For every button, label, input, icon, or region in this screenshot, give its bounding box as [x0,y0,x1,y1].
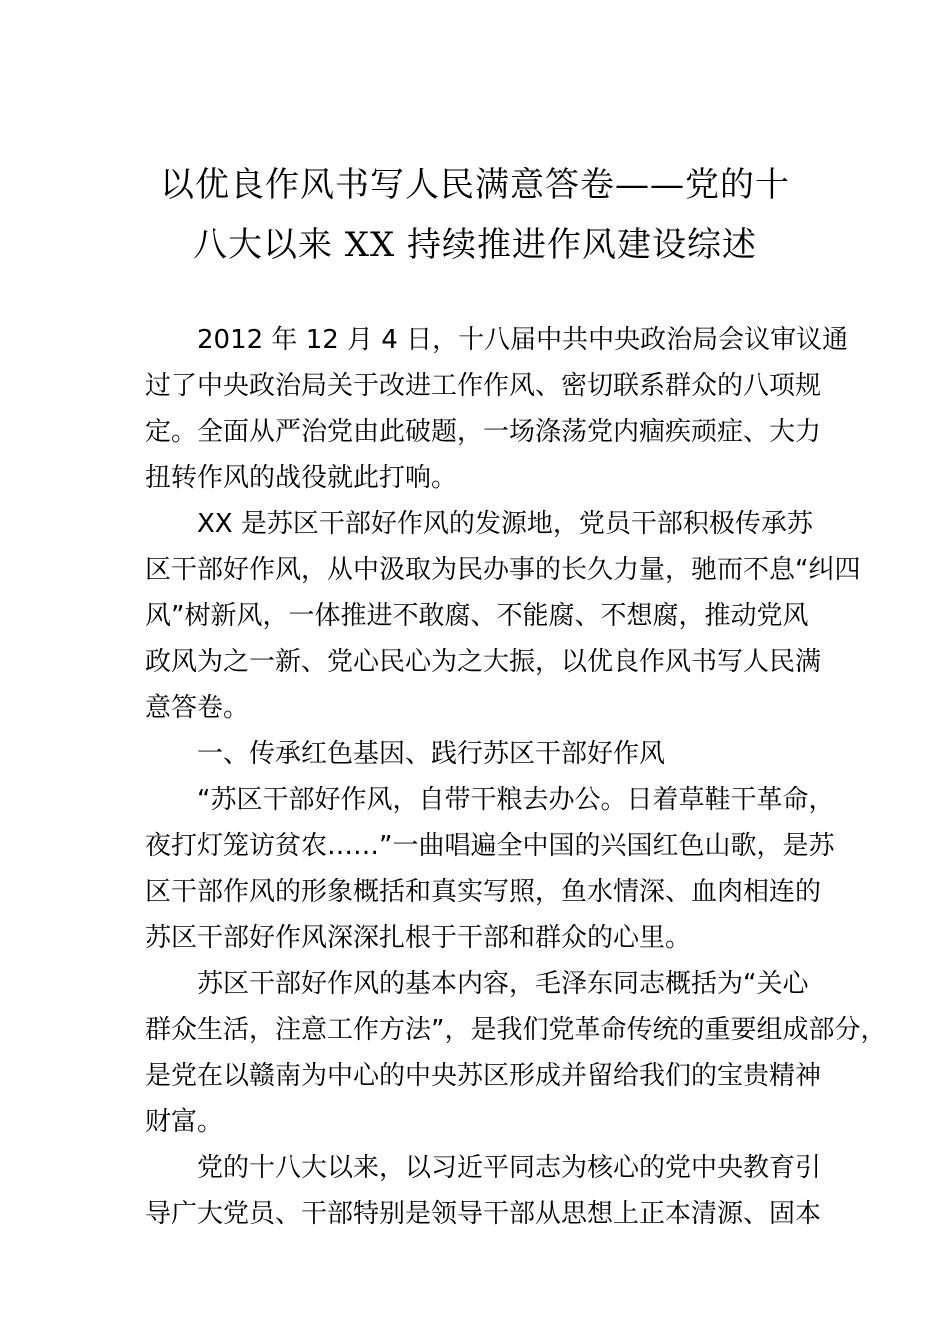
paragraph-line: 苏区干部好作风的基本内容，毛泽东同志概括为“关心 [197,969,809,999]
paragraph-line: 一、传承红色基因、践行苏区干部好作风 [197,739,666,769]
paragraph-line: 夜打灯笼访贫农……”一曲唱遍全中国的兴国红色山歌，是苏 [145,831,835,861]
paragraph-line: 群众生活，注意工作方法”，是我们党革命传统的重要组成部分， [145,1015,887,1045]
paragraph-line: 2012 年 12 月 4 日，十八届中共中央政治局会议审议通 [197,325,849,355]
paragraph [145,1145,822,1237]
paragraph [145,501,861,731]
paragraph-line: 苏区干部好作风深深扎根于干部和群众的心里。 [145,923,692,953]
paragraph-line: “苏区干部好作风，自带干粮去办公。日着草鞋干革命， [197,785,835,815]
paragraph-line: 导广大党员、干部特别是领导干部从思想上正本清源、固本 [145,1199,822,1229]
paragraph [145,317,849,501]
paragraph-line: 扭转作风的战役就此打响。 [145,463,458,493]
paragraph-line: 区干部好作风，从中汲取为民办事的长久力量，驰而不息“纠四 [145,555,861,585]
paragraph [145,961,887,1145]
paragraph-line: 风”树新风，一体推进不敢腐、不能腐、不想腐，推动党风 [145,601,809,631]
paragraph-line: 财富。 [145,1107,224,1137]
paragraph-line: 过了中央政治局关于改进工作作风、密切联系群众的八项规 [145,371,822,401]
paragraph-line: 党的十八大以来，以习近平同志为核心的党中央教育引 [197,1153,822,1183]
paragraph-line: XX 是苏区干部好作风的发源地，党员干部积极传承苏 [197,509,813,539]
section-heading [145,731,807,777]
document-title [140,155,810,275]
paragraph-line: 区干部作风的形象概括和真实写照，鱼水情深、血肉相连的 [145,877,822,907]
title-line: 以优良作风书写人民满意答卷——党的十 [160,165,790,205]
paragraph-line: 是党在以赣南为中心的中央苏区形成并留给我们的宝贵精神 [145,1061,822,1091]
paragraph-line: 政风为之一新、党心民心为之大振，以优良作风书写人民满 [145,647,822,677]
paragraph-line: 定。全面从严治党由此破题，一场涤荡党内痼疾顽症、大力 [145,417,822,447]
document-body [145,317,887,1237]
title-line: 八大以来 XX 持续推进作风建设综述 [192,225,758,265]
paragraph-line: 意答卷。 [145,693,250,723]
paragraph [145,777,835,961]
